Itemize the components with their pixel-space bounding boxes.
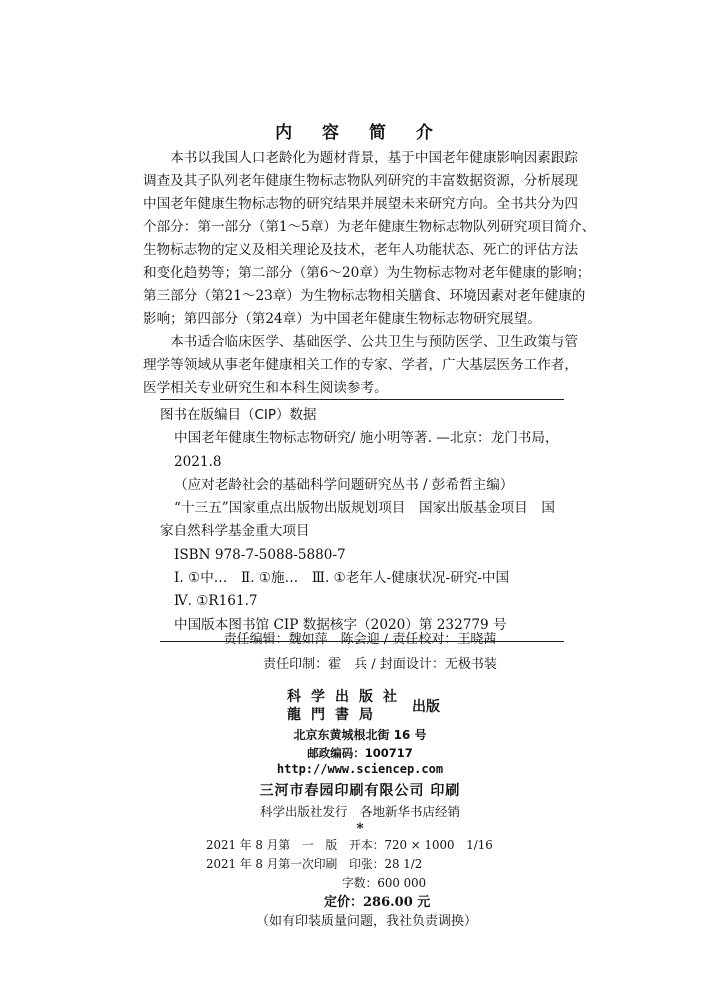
publisher-names (287, 688, 407, 724)
summary-paragraph-2 (143, 331, 577, 400)
summary-line: 理学等领域从事老年健康相关工作的专家、学者，广大基层医务工作者， (143, 357, 578, 373)
edition-row: 2021 年 8 月第 一 版 开本：720 × 1000 1/16 (206, 838, 493, 852)
publisher-postcode: 邮政编码：100717 (307, 746, 413, 760)
cip-line: 2021.8 (174, 453, 222, 470)
summary-line: 医学相关专业研究生和本科生阅读参考。 (143, 380, 388, 396)
summary-line: 本书适合临床医学、基础医学、公共卫生与预防医学、卫生政策与管 (170, 334, 578, 350)
summary-line: 个部分：第一部分（第1～5章）为老年健康生物标志物队列研究项目简介、 (143, 219, 596, 235)
separator-star: * (356, 821, 364, 837)
summary-line: 本书以我国人口老龄化为题材背景，基于中国老年健康影响因素跟踪 (170, 150, 578, 166)
summary-line: 中国老年健康生物标志物的研究结果并展望未来研究方向。全书共分为四 (143, 196, 578, 212)
publisher-url: http://www.sciencep.com (276, 762, 444, 776)
content-summary (143, 147, 596, 400)
cip-line: “十三五”国家重点出版物出版规划项目 国家出版基金项目 国 (174, 500, 555, 517)
summary-paragraph-1 (143, 147, 596, 331)
distribution-info: 科学出版社发行 各地新华书店经销 (259, 804, 460, 819)
edition-info (206, 836, 516, 931)
production-line: 责任印制：霍 兵 / 封面设计：无极书装 (263, 657, 497, 672)
quality-note: （如有印装质量问题，我社负责调换） (256, 914, 478, 929)
summary-line: 第三部分（第21～23章）为生物标志物相关膳食、环境因素对老年健康的 (143, 288, 586, 304)
summary-line: 和变化趋势等；第二部分（第6～20章）为生物标志物对老年健康的影响； (143, 265, 591, 281)
printer-name: 三河市春园印刷有限公司 印刷 (259, 783, 461, 799)
cip-isbn: ISBN 978-7-5088-5880-7 (174, 546, 346, 563)
cip-line: 家自然科学基金重大项目 (160, 523, 310, 540)
cip-line: Ⅳ. ①R161.7 (174, 593, 258, 610)
cip-data-block (160, 399, 564, 642)
section-title: 内 容 简 介 (275, 123, 445, 143)
summary-line: 生物标志物的定义及相关理论及技术，老年人功能状态、死亡的评估方法 (143, 242, 578, 258)
cip-header: 图书在版编目（CIP）数据 (160, 407, 317, 423)
cip-line: Ⅰ. ①中… Ⅱ. ①施… Ⅲ. ①老年人-健康状况-研究-中国 (174, 570, 510, 587)
publish-label: 出版 (412, 699, 440, 715)
cip-line: （应对老龄社会的基础科学问题研究丛书 / 彭希哲主编） (174, 476, 514, 493)
publisher-name-2: 龍門書局 (287, 707, 383, 723)
printing-row: 2021 年 8 月第一次印刷 印张：28 1/2 (206, 857, 423, 871)
editors-line: 责任编辑：魏如萍 陈会迎 / 责任校对：王晓茜 (223, 632, 497, 647)
summary-line: 影响；第四部分（第24章）为中国老年健康生物标志物研究展望。 (143, 311, 541, 327)
word-count: 字数：600 000 (342, 876, 427, 890)
cip-line: 中国老年健康生物标志物研究/ 施小明等著. —北京：龙门书局， (174, 430, 559, 447)
publisher-address: 北京东黄城根北街 16 号 (293, 728, 427, 742)
cip-record-number: 中国版本图书馆 CIP 数据核字（2020）第 232779 号 (174, 616, 507, 633)
summary-line: 调查及其子队列老年健康生物标志物队列研究的丰富数据资源，分析展现 (143, 173, 578, 189)
publisher-name-1: 科学出版社 (287, 689, 407, 705)
price: 定价：286.00 元 (324, 895, 431, 910)
